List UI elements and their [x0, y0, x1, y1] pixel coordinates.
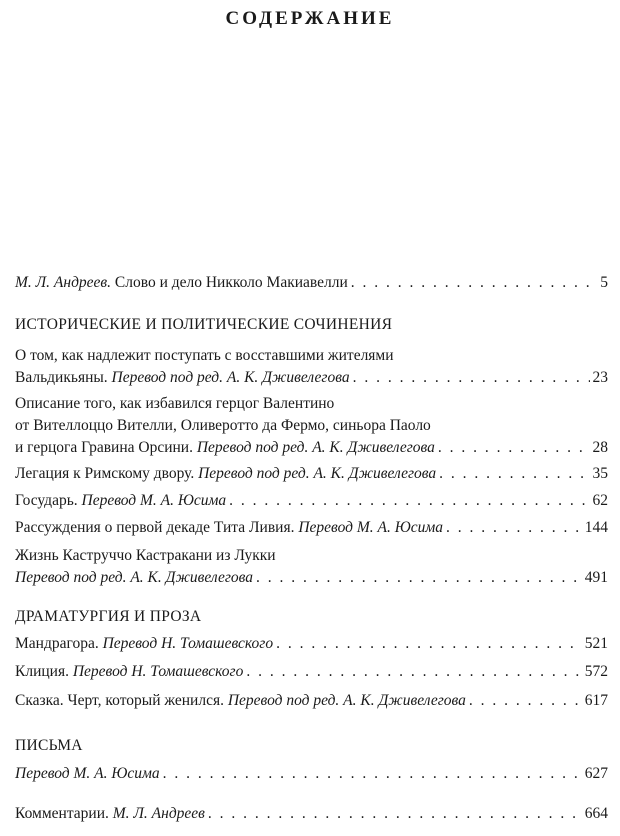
page-number: 664 — [584, 805, 608, 822]
leader-dots — [351, 272, 597, 294]
entry-author: М. Л. Андреев — [15, 274, 108, 291]
page-number: 35 — [592, 465, 608, 482]
entry-translator: Перевод М. А. Юсима — [298, 519, 443, 536]
toc-entry[interactable] — [15, 517, 608, 539]
section-heading: ИСТОРИЧЕСКИЕ И ПОЛИТИЧЕСКИЕ СОЧИНЕНИЯ — [15, 316, 393, 333]
leader-dots — [438, 437, 590, 459]
leader-dots — [353, 367, 590, 389]
leader-dots — [469, 690, 582, 712]
entry-title: Мандрагора. — [15, 635, 99, 652]
page-number: 28 — [592, 439, 608, 456]
leader-dots — [163, 763, 582, 785]
page-title: СОДЕРЖАНИЕ — [225, 8, 395, 29]
entry-line: Жизнь Каструччо Кастракани из Лукки — [15, 547, 276, 564]
page-number: 491 — [584, 569, 608, 586]
leader-dots — [229, 490, 589, 512]
entry-translator: Перевод М. А. Юсима — [81, 492, 227, 509]
entry-title: Клиция. — [15, 663, 69, 680]
toc-entry[interactable] — [15, 345, 608, 389]
entry-title: Легация к Римскому двору. — [15, 465, 195, 482]
entry-translator: Перевод под ред. А. К. Дживелегова — [227, 692, 466, 709]
entry-translator: Перевод под ред. А. К. Дживелегова — [15, 569, 254, 586]
entry-line: О том, как надлежит поступать с восставшими жителями — [15, 347, 394, 364]
page-number: 617 — [584, 692, 608, 709]
toc-entry[interactable] — [15, 545, 608, 589]
toc-entry[interactable] — [15, 690, 608, 712]
toc-entry[interactable] — [15, 393, 608, 459]
toc-entry-intro[interactable]: М. Л. Андреев. Слово и дело Никколо Макиавелли . . . 5 — [15, 272, 608, 294]
page-number: 62 — [592, 492, 608, 509]
entry-translator: Перевод под ред. А. К. Дживелегова — [196, 439, 435, 456]
entry-title: Рассуждения о первой декаде Тита Ливия. — [15, 519, 295, 536]
leader-dots — [256, 567, 582, 589]
toc-entry[interactable] — [15, 463, 608, 485]
toc-entry[interactable] — [15, 633, 608, 655]
entry-translator: Перевод Н. Томашевского — [102, 635, 274, 652]
page-number: 23 — [592, 369, 608, 386]
entry-title: Государь. — [15, 492, 78, 509]
leader-dots — [208, 803, 582, 825]
entry-title: и герцога Гравина Орсини. — [15, 439, 193, 456]
entry-translator: Перевод М. А. Юсима — [15, 765, 160, 782]
page-number: 572 — [584, 663, 608, 680]
entry-line: от Вителлоццо Вителли, Оливеротто да Фермо, синьора Паоло — [15, 417, 431, 434]
entry-translator: Перевод под ред. А. К. Дживелегова — [198, 465, 437, 482]
leader-dots — [276, 633, 582, 655]
entry-line: Описание того, как избавился герцог Валентино — [15, 395, 335, 412]
page-number: 5 — [600, 274, 608, 291]
entry-author: М. Л. Андреев — [112, 805, 205, 822]
toc-entry-comments[interactable] — [15, 803, 608, 825]
entry-title: Вальдикьяны. — [15, 369, 108, 386]
entry-title: Сказка. Черт, который женился. — [15, 692, 224, 709]
entry-title: Комментарии. — [15, 805, 109, 822]
page-number: 521 — [584, 635, 608, 652]
section-heading: ПИСЬМА — [15, 737, 83, 754]
leader-dots — [246, 661, 581, 683]
toc-entry[interactable] — [15, 763, 608, 785]
toc-entry[interactable] — [15, 490, 608, 512]
section-heading: ДРАМАТУРГИЯ И ПРОЗА — [15, 608, 202, 625]
page-number: 627 — [584, 765, 608, 782]
entry-translator: Перевод под ред. А. К. Дживелегова — [111, 369, 350, 386]
leader-dots — [439, 463, 589, 485]
page-number: 144 — [584, 519, 608, 536]
toc-entry[interactable] — [15, 661, 608, 683]
entry-title: Слово и дело Никколо Макиавелли — [114, 274, 348, 291]
entry-translator: Перевод Н. Томашевского — [72, 663, 244, 680]
leader-dots — [446, 517, 582, 539]
